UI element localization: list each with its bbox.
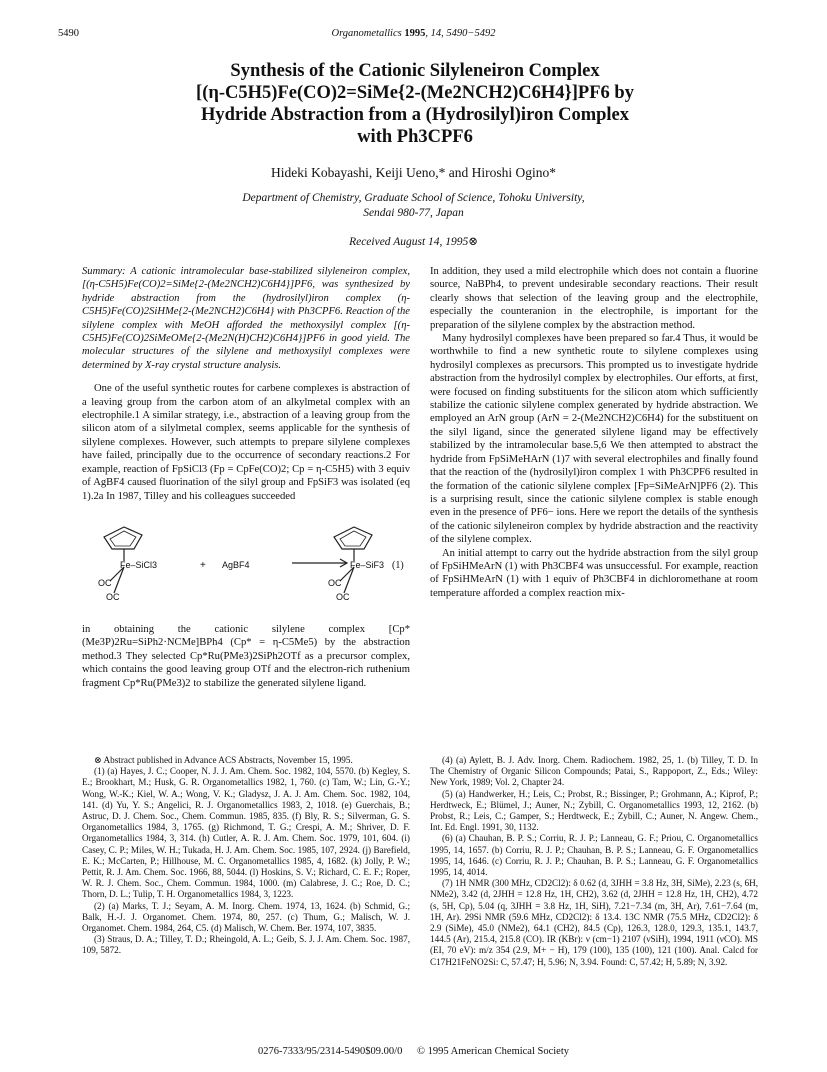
plus-sign: + xyxy=(200,559,206,571)
running-header: Organometallics 1995, 14, 5490−5492 xyxy=(331,28,496,39)
journal-name: Organometallics xyxy=(331,28,402,39)
article-code: 0276-7333/95/2314-5490$09.00/0 xyxy=(257,1046,403,1057)
journal-year: 1995 xyxy=(404,28,426,39)
footnote-ref-2: (2) (a) Marks, T. J.; Seyam, A. M. Inorg. Chem. 1974, 13, 1624. (b) Schmid, G.; Balk, H.-J. J. Organomet. Chem. 1974, 80, 257. (c) Thum, G.; Malisch, W. J. Organomet. Chem. 1984, 264, C5. (d) Malisch, W. Chem. Ber. 1974, 107, 3835. xyxy=(82,900,410,934)
left-column xyxy=(82,265,410,690)
footnote-ref-3: (3) Straus, D. A.; Tilley, T. D.; Rheingold, A. L.; Geib, S. J. J. Am. Chem. Soc. 1987, 109, 5872. xyxy=(82,934,410,956)
footnotes-right xyxy=(430,755,758,968)
article-title xyxy=(90,60,740,148)
copyright-notice: © 1995 American Chemical Society xyxy=(416,1046,570,1057)
summary-abstract: Summary: A cationic intramolecular base-stabilized silyleneiron complex, [(η-C5H5)Fe(CO)2=SiMe{2-(Me2NCH2)C6H4}]PF6, was synthesized by hydride abstraction from the (hydrosilyl)iron complex (η-C5H5)Fe(CO)2SiHMe{2-(Me2NCH2)C6H4} with Ph3CPF6. Reaction of the silylene complex with MeOH afforded the methoxysilyl complex [(η-C5H5)Fe(CO)2SiMeOMe{2-(Me2N(H)CH2)C6H4}]PF6 in good yield. The molecular structures of the silylene and methoxysilyl complexes were determined by X-ray crystal structure analysis. xyxy=(82,266,410,371)
footnote-abstract-date: ⊗ Abstract published in Advance ACS Abstracts, November 15, 1995. xyxy=(94,755,353,765)
co-label-2: OC xyxy=(106,591,120,602)
title-line-4: with Ph3CPF6 xyxy=(357,127,473,147)
co-label-4: OC xyxy=(336,591,350,602)
reaction-scheme-eq1 xyxy=(82,509,410,617)
received-date: Received August 14, 1995⊗ xyxy=(349,236,478,248)
reactant-label: Fe–SiCl3 xyxy=(120,559,158,570)
footnote-ref-7: (7) 1H NMR (300 MHz, CD2Cl2): δ 0.62 (d, 3JHH = 3.8 Hz, 3H, SiMe), 2.23 (s, 6H, NMe2), 3.42 (d, 2JHH = 12.8 Hz, 1H, CH2), 3.62 (d, 2JHH = 12.8 Hz, 1H, CH2), 4.72 (s, 5H, Cp), 5.04 (q, 3JHH = 3.8 Hz, 1H, SiH), 7.21−7.34 (m, 3H, Ar), 7.61−7.64 (m, 1H, Ar). 29Si NMR (59.6 MHz, CD2Cl2): δ 13.4. 13C NMR (75.5 MHz, CD2Cl2): δ 2.9 (SiMe), 45.0 (NMe2), 64.1 (CH2), 84.5 (Cp), 126.3, 128.0, 129.3, 135.1, 143.7, 144.5 (Ar), 215.4, 215.8 (CO). IR (KBr): ν (cm−1) 2107 (νSiH), 1994, 1911 (νCO). MS (EI, 70 eV): m/z 354 (2.9, M+ − H), 179 (100), 135 (100), 121 (100). Anal. Calcd for C17H21FeNO2Si: C, 57.47; H, 5.96; N, 3.94. Found: C, 57.42; H, 5.89; N, 3.92. xyxy=(430,878,758,967)
title-line-3: Hydride Abstraction from a (Hydrosilyl)iron Complex xyxy=(200,105,630,125)
title-line-2: [(η-C5H5)Fe(CO)2=SiMe{2-(Me2NCH2)C6H4}]PF6 by xyxy=(196,83,634,103)
footnote-ref-1: (1) (a) Hayes, J. C.; Cooper, N. J. J. Am. Chem. Soc. 1982, 104, 5570. (b) Kegley, S. E.; Brookhart, M.; Husk, G. R. Organometallics 1982, 1, 760. (c) Tam, W.; Lin, G.-Y.; Wong, W.-K.; Kiel, W. A.; Wong, V. K.; Gladysz, J. A. J. Am. Chem. Soc. 1982, 104, 141. (d) Yu, Y. S.; Angelici, R. J. Organometallics 1983, 2, 1018. (e) Guerchais, B.; Astruc, D. J. Chem. Soc., Chem. Commun. 1985, 835. (f) Bly, R. S.; Silverman, G. S. Organometallics 1984, 3, 1765. (g) Richmond, T. G.; Crespi, A. M.; Shriver, D. F. Organometallics 1984, 3, 314. (h) Cutler, A. R. J. Am. Chem. Soc. 1979, 101, 604. (i) Casey, C. P.; Miles, W. H.; Tukada, H. J. Am. Chem. Soc. 1985, 107, 2924. (j) Barefield, E. K.; McCarten, P.; Hillhouse, M. C. Organometallics 1985, 4, 1682. (k) Jolly, P. W.; Pettit, R. J. Am. Chem. Soc. 1966, 88, 5044. (l) Hoskins, S. V.; Richard, C. E. F.; Roper, W. R. J. Chem. Soc., Chem. Commun. 1984, 1000. (m) Calabrese, J. C.; Roe, D. C.; Thorn, D. L.; Tulip, T. H. Organometallics 1984, 3, 1223. xyxy=(82,766,410,900)
co-label-1: OC xyxy=(98,577,112,588)
footnote-ref-4: (4) (a) Aylett, B. J. Adv. Inorg. Chem. Radiochem. 1982, 25, 1. (b) Tilley, T. D. In The Chemistry of Organic Silicon Compounds; Patai, S., Rappoport, Z., Eds.; Wiley: New York, 1989; Vol. 2, Chapter 24. xyxy=(430,755,758,788)
reagent-label: AgBF4 xyxy=(222,559,250,570)
body-paragraph-3: In addition, they used a mild electrophile which does not contain a fluorine source, NaBPh4, to prevent undesirable secondary reactions. Their result clearly shows that selection of the leaving group and the electrophile, especially the counteranion in the electrophile, is important for the preparation of the silylene complex by the abstraction method. xyxy=(430,266,758,331)
body-paragraph-2: in obtaining the cationic silylene complex [Cp*(Me3P)2Ru=SiPh2·NCMe]BPh4 (Cp* = η-C5Me5) by the abstraction method.3 They selected Cp*Ru(PMe3)2SiPh2OTf as a precursor complex, which contains the good leaving group OTf and the electron-rich ruthenium fragment Cp*Ru(PMe3)2 to stabilize the generated silylene ligand. xyxy=(82,623,410,689)
body-paragraph-1: One of the useful synthetic routes for carbene complexes is abstraction of a leaving group from the carbon atom of an alkylmetal complex with an electrophile.1 A similar strategy, i.e., abstraction of a leaving group from the silicon atom of a silylmetal complex, seems applicable for the synthesis of silylene complexes. However, such attempts to prepare silylene complexes have failed, principally due to the occurrence of secondary reactions.2 For example, reaction of FpSiCl3 (Fp = CpFe(CO)2; Cp = η-C5H5) with 3 equiv of AgBF4 caused fluorination of the silyl group and FpSiF3 was isolated (eq 1).2a In 1987, Tilley and his colleagues succeeded xyxy=(82,383,410,502)
body-paragraph-4: Many hydrosilyl complexes have been prepared so far.4 Thus, it would be worthwhile to find a new synthetic route to silylene complexes using hydrosilyl complexes as precursors. This prompted us to investigate hydride abstraction from the hydrosilyl complex by electrophiles. Our efforts, at first, were focused on finding substituents for the silicon atom which sufficiently stabilize the cationic silylene complex generated by hydride abstraction. We employed an ArN group (ArN = 2-(Me2NCH2)C6H4) for the substituent on the silyl ligand, since the generated silylene ligand may be effectively stabilized by the intramolecular base.5,6 We then attempted to abstract the hydride from FpSiMeHArN (1)7 with several electrophiles and finally found that the reaction of the (hydrosilyl)iron complex 1 with Ph3CPF6 resulted in the formation of the cationic silylene complex [Fp=SiMeArN]PF6 (2). This is a surprising result, since the cationic silylene complex is stable enough even in the presence of PF6− ions. Here we report the details of the synthesis of the cationic silyleneiron complex by hydride abstraction and the reactivity of the silylene complex. xyxy=(430,333,758,546)
affiliation-line-1: Department of Chemistry, Graduate School of Science, Tohoku University, xyxy=(242,192,585,204)
co-label-3: OC xyxy=(328,577,342,588)
footnote-ref-5: (5) (a) Handwerker, H.; Leis, C.; Probst, R.; Bissinger, P.; Grohmann, A.; Kiprof, P.; Herdtweck, E.; Blümel, J.; Auner, N.; Zybill, C. Organometallics 1993, 12, 2162. (b) Probst, R.; Leis, C.; Gamper, S.; Herdtweck, E.; Zybill, C.; Auner, N. Angew. Chem., Int. Ed. Engl. 1991, 30, 1132. xyxy=(430,788,758,833)
journal-pages: 5490−5492 xyxy=(446,28,496,39)
affiliation xyxy=(0,191,827,221)
body-paragraph-5: An initial attempt to carry out the hydride abstraction from the silyl group of FpSiHMeArN (1) with Ph3CBF4 was unsuccessful. For example, reaction of FpSiHMeArN (1) with 1 equiv of Ph3CBF4 in dichloromethane at room temperature afforded a complex reaction mix- xyxy=(430,547,758,599)
equation-number: (1) xyxy=(392,559,404,571)
footnotes-left xyxy=(82,755,410,957)
footnote-ref-6: (6) (a) Chauhan, B. P. S.; Corriu, R. J. P.; Lanneau, G. F.; Priou, C. Organometallics 1995, 14, 1657. (b) Corriu, R. J. P.; Chauhan, B. P. S.; Lanneau, G. F. Organometallics 1995, 14, 1646. (c) Corriu, R. J. P.; Chauhan, B. P. S.; Lanneau, G. F. Organometallics 1995, 14, 4014. xyxy=(430,833,758,878)
product-label: Fe–SiF3 xyxy=(350,559,385,570)
affiliation-line-2: Sendai 980-77, Japan xyxy=(363,207,464,219)
page-footer xyxy=(0,1046,827,1057)
title-line-1: Synthesis of the Cationic Silyleneiron Complex xyxy=(230,61,600,81)
journal-volume: 14 xyxy=(430,28,442,39)
author-list: Hideki Kobayashi, Keiji Ueno,* and Hiroshi Ogino* xyxy=(271,165,556,180)
right-column xyxy=(430,265,758,600)
page-number: 5490 xyxy=(58,28,79,39)
